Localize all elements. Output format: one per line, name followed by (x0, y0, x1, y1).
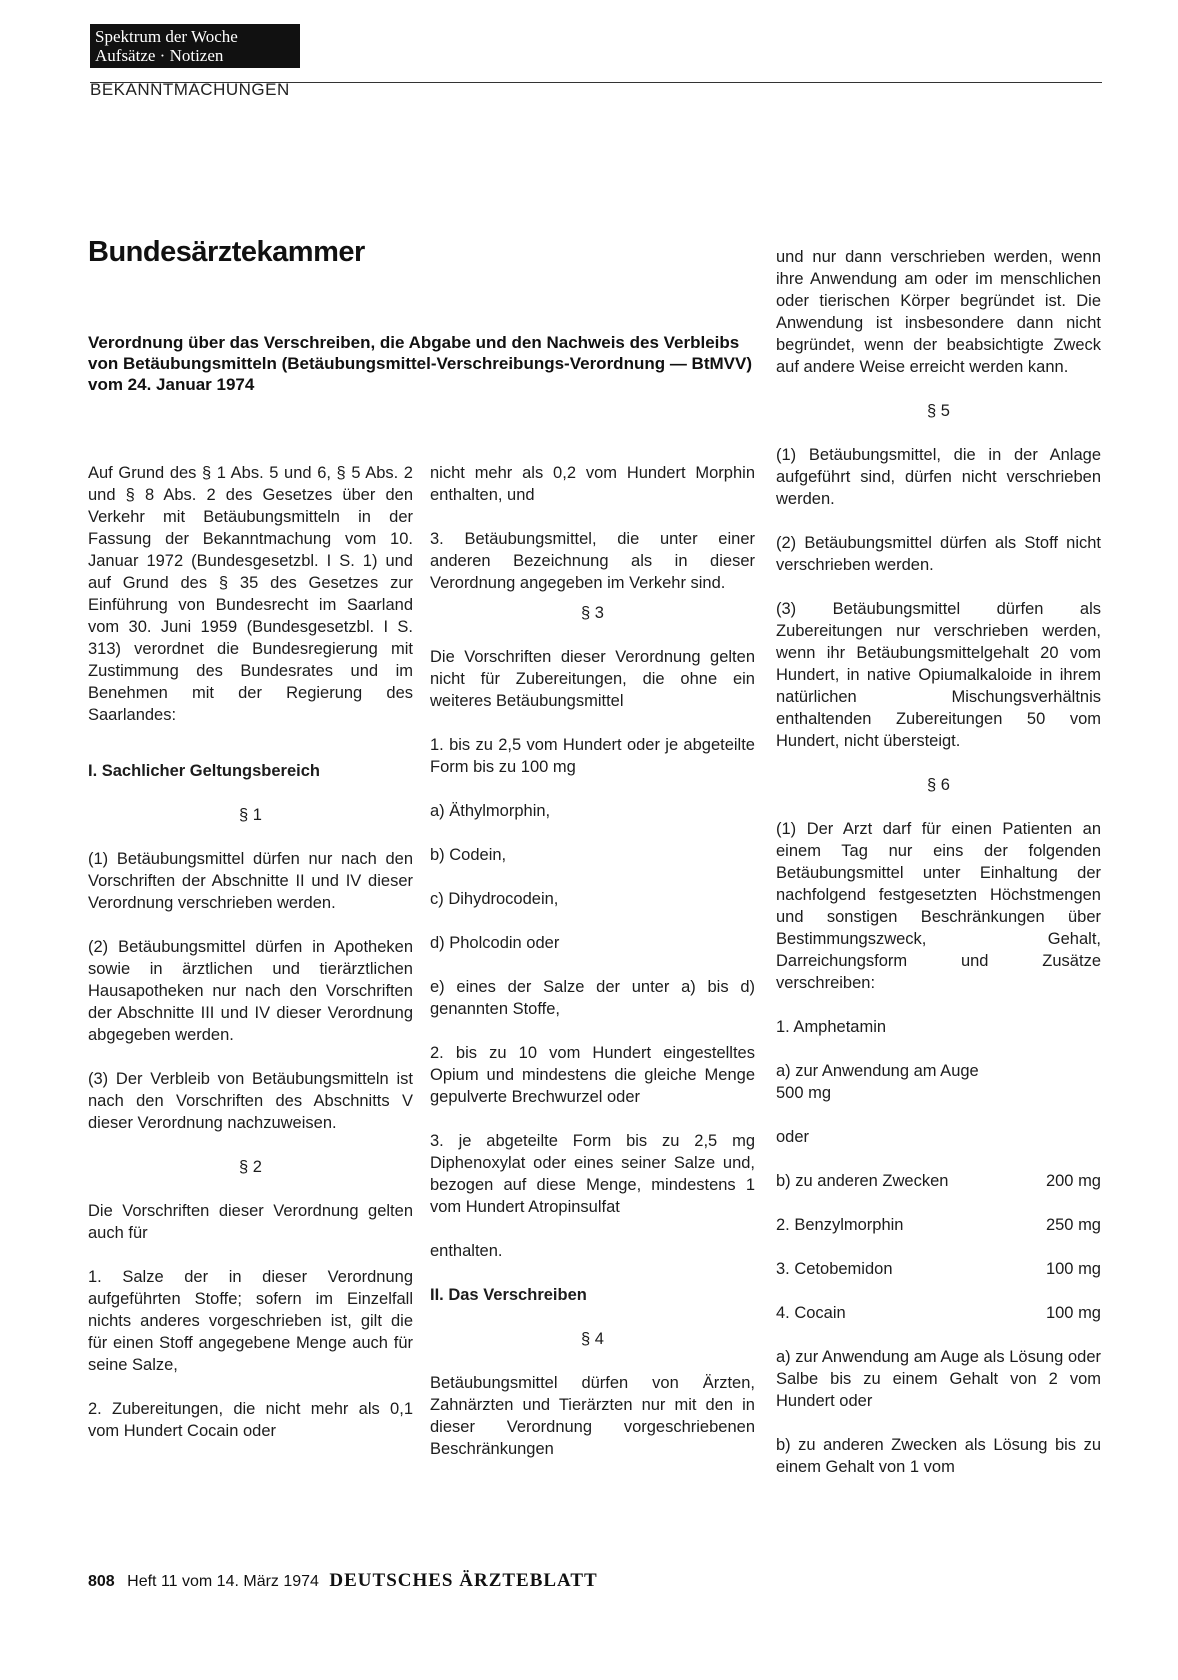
page-number: 808 (88, 1573, 115, 1590)
s6-paragraph-1: (1) Der Arzt darf für einen Patienten an einem Tag nur eins der folgenden Betäubungsmittel unter Einhaltung der nachfolgend festgesetzten Höchstmengen und sonstigen Beschränkungen über Bestimmungszweck, Gehalt, Darreichungsform und Zusätze verschreiben: (776, 820, 1101, 992)
column-2 (430, 462, 755, 1482)
s3-paragraph-1: Die Vorschriften dieser Verordnung gelten nicht für Zubereitungen, die ohne ein weiteres Betäubungsmittel (430, 648, 755, 710)
s1-paragraph-2: (2) Betäubungsmittel dürfen in Apotheken sowie in ärztlichen und tierärztlichen Hausapotheken nur nach den Vorschriften der Abschnitte III und IV dieser Verordnung abgegeben werden. (88, 938, 413, 1044)
s6-item-4-amount: 100 mg (1045, 1304, 1101, 1322)
s3-paragraph-3: 2. bis zu 10 vom Hundert eingestelltes Opium und mindestens die gleiche Menge gepulverte Brechwurzel oder (430, 1044, 755, 1106)
page-title: Bundesärztekammer (88, 236, 365, 268)
s3-item-c: c) Dihydrocodein, (430, 890, 559, 908)
s6-item-4-row (776, 1302, 1101, 1324)
s6-item-4: 4. Cocain (776, 1304, 846, 1322)
masthead-line-1: Spektrum der Woche (95, 27, 238, 46)
paragraph-sign-2: § 2 (239, 1158, 262, 1176)
s2-paragraph-3: 2. Zubereitungen, die nicht mehr als 0,1 vom Hundert Cocain oder (88, 1400, 413, 1440)
s3-item-e: e) eines der Salze der unter a) bis d) genannten Stoffe, (430, 978, 755, 1018)
s6-item-1: 1. Amphetamin (776, 1018, 887, 1036)
paragraph-sign-5: § 5 (927, 402, 950, 420)
issue-info: Heft 11 vom 14. März 1974 (127, 1573, 319, 1590)
s6-item-4a: a) zur Anwendung am Auge als Lösung oder Salbe bis zu einem Gehalt von 2 vom Hundert oder (776, 1348, 1101, 1410)
section-label: BEKANNTMACHUNGEN (90, 80, 290, 99)
page-footer (88, 1570, 598, 1592)
s4-paragraph-1: Betäubungsmittel dürfen von Ärzten, Zahnärzten und Tierärzten nur mit den in dieser Verordnung vorgeschriebenen Beschränkungen (430, 1374, 755, 1458)
column-1 (88, 462, 413, 1464)
paragraph-sign-4: § 4 (581, 1330, 604, 1348)
s6-item-3-row (776, 1258, 1101, 1280)
s6-item-1a: a) zur Anwendung am Auge (776, 1062, 979, 1080)
s6-item-3-amount: 100 mg (1045, 1260, 1101, 1278)
s3-item-b: b) Codein, (430, 846, 507, 864)
column-3 (776, 246, 1101, 1500)
s3-paragraph-4: 3. je abgeteilte Form bis zu 2,5 mg Diphenoxylat oder eines seiner Salze und, bezogen auf diese Menge, mindestens 1 vom Hundert Atropinsulfat (430, 1132, 755, 1216)
s6-item-1b: b) zu anderen Zwecken (776, 1172, 949, 1190)
s2-paragraph-2: 1. Salze der in dieser Verordnung aufgeführten Stoffe; sofern im Einzelfall nichts anderes vorgeschrieben ist, gilt die für einen Stoff angegebene Menge auch für seine Salze, (88, 1268, 413, 1374)
s3-item-a: a) Äthylmorphin, (430, 802, 551, 820)
s5-paragraph-1: (1) Betäubungsmittel, die in der Anlage aufgeführt sind, dürfen nicht verschrieben werden. (776, 446, 1101, 508)
s3-paragraph-5: enthalten. (430, 1242, 503, 1260)
s3-item-d: d) Pholcodin oder (430, 934, 560, 952)
s6-item-2-row (776, 1214, 1101, 1236)
s6-item-4b: b) zu anderen Zwecken als Lösung bis zu einem Gehalt von 1 vom (776, 1436, 1101, 1476)
s6-item-1b-amount: 200 mg (1045, 1172, 1101, 1190)
masthead (90, 24, 300, 68)
section-heading-2: II. Das Verschreiben (430, 1286, 587, 1304)
s1-paragraph-1: (1) Betäubungsmittel dürfen nur nach den Vorschriften der Abschnitte II und IV dieser Verordnung verschrieben werden. (88, 850, 413, 912)
col3-paragraph-1: und nur dann verschrieben werden, wenn ihre Anwendung am oder im menschlichen oder tierischen Körper begründet ist. Die Anwendung ist insbesondere dann nicht begründet, wenn der beabsichtigte Zweck auf andere Weise erreicht werden kann. (776, 248, 1101, 376)
s6-item-2-amount: 250 mg (1045, 1216, 1101, 1234)
s6-oder: oder (776, 1128, 810, 1146)
s6-item-1b-row (776, 1170, 1101, 1192)
s6-item-2: 2. Benzylmorphin (776, 1216, 904, 1234)
s6-item-1a-amount: 500 mg (776, 1084, 832, 1102)
col2-paragraph-2: 3. Betäubungsmittel, die unter einer anderen Bezeichnung als in dieser Verordnung angegeben im Verkehr sind. (430, 530, 755, 592)
intro-paragraph: Auf Grund des § 1 Abs. 5 und 6, § 5 Abs. 2 und § 8 Abs. 2 des Gesetzes über den Verkehr mit Betäubungsmitteln in der Fassung der Bekanntmachung vom 10. Januar 1972 (Bundesgesetzbl. I S. 1) und auf Grund des § 35 des Gesetzes zur Einführung von Bundesrecht im Saarland vom 30. Juni 1959 (Bundesgesetzbl. I S. 313) verordnet die Bundesregierung mit Zustimmung des Bundesrates und im Benehmen mit der Regierung des Saarlandes: (88, 464, 413, 724)
page-subtitle: Verordnung über das Verschreiben, die Abgabe und den Nachweis des Verbleibs von Betäubungsmitteln (Betäubungsmittel-Verschreibungs-Verordnung — BtMVV) vom 24. Januar 1974 (88, 333, 752, 394)
s5-paragraph-3: (3) Betäubungsmittel dürfen als Zubereitungen nur verschrieben werden, wenn ihr Betäubungsmittelgehalt 20 vom Hundert, in native Opiumalkaloide in ihrem natürlichen Mischungsverhältnis enthaltenden Zubereitungen 50 vom Hundert, nicht übersteigt. (776, 600, 1101, 750)
paragraph-sign-6: § 6 (927, 776, 950, 794)
s5-paragraph-2: (2) Betäubungsmittel dürfen als Stoff nicht verschrieben werden. (776, 534, 1101, 574)
section-heading-1: I. Sachlicher Geltungsbereich (88, 762, 320, 780)
journal-name: DEUTSCHES ÄRZTEBLATT (329, 1570, 598, 1591)
s6-item-3: 3. Cetobemidon (776, 1260, 893, 1278)
paragraph-sign-1: § 1 (239, 806, 262, 824)
s3-paragraph-2: 1. bis zu 2,5 vom Hundert oder je abgeteilte Form bis zu 100 mg (430, 736, 755, 776)
s2-paragraph-1: Die Vorschriften dieser Verordnung gelten auch für (88, 1202, 413, 1242)
s1-paragraph-3: (3) Der Verbleib von Betäubungsmitteln ist nach den Vorschriften des Abschnitts V dieser Verordnung nachzuweisen. (88, 1070, 413, 1132)
col2-paragraph-1: nicht mehr als 0,2 vom Hundert Morphin enthalten, und (430, 464, 755, 504)
masthead-line-2: Aufsätze · Notizen (95, 46, 224, 65)
paragraph-sign-3: § 3 (581, 604, 604, 622)
